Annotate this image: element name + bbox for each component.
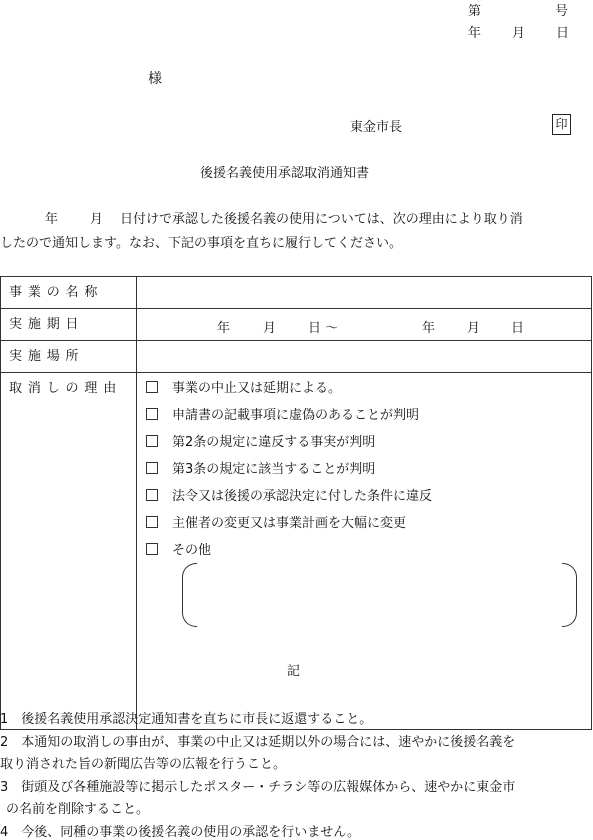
note-3-line1: 3 街頭及び各種施設等に掲示したポスター・チラシ等の広報媒体から、速やかに東金市 bbox=[0, 780, 516, 795]
table-row bbox=[1, 309, 592, 341]
reason-item: 主催者の変更又は事業計画を大幅に変更 bbox=[146, 508, 406, 539]
reason-item: 第2条の規定に違反する事実が判明 bbox=[146, 427, 375, 458]
table-row bbox=[1, 341, 592, 373]
note-3-line2: の名前を削除すること。 bbox=[6, 802, 150, 817]
reason-item: その他 bbox=[146, 535, 211, 566]
note-1: 1 後援名義使用承認決定通知書を直ちに市長に返還すること。 bbox=[0, 712, 373, 727]
intro-year: 年 bbox=[45, 212, 59, 227]
ki-heading: 記 bbox=[287, 664, 301, 679]
other-reason-bracket-left bbox=[182, 563, 197, 627]
date-from-month: 月 bbox=[263, 321, 277, 336]
note-2-line2: 取り消された旨の新聞広告等の広報を行うこと。 bbox=[0, 757, 287, 772]
date-from-year: 年 bbox=[217, 321, 231, 336]
intro-line2: したので通知します。なお、下記の事項を直ちに履行してください。 bbox=[0, 236, 402, 251]
reason-item: 第3条の規定に該当することが判明 bbox=[146, 454, 375, 485]
document-title: 後援名義使用承認取消通知書 bbox=[200, 166, 370, 181]
issuer: 東金市長 bbox=[350, 120, 403, 135]
intro-line1: 日付けで承認した後援名義の使用については、次の理由により取り消 bbox=[120, 212, 523, 227]
note-2-line1: 2 本通知の取消しの事由が、事業の中止又は延期以外の場合には、速やかに後援名義を bbox=[0, 735, 516, 750]
value-event-date bbox=[137, 309, 592, 341]
value-cancel-reason bbox=[137, 373, 592, 730]
checkbox[interactable] bbox=[146, 489, 158, 501]
checkbox[interactable] bbox=[146, 435, 158, 447]
reason-item: 申請書の記載事項に虚偽のあることが判明 bbox=[146, 400, 419, 431]
intro-month: 月 bbox=[90, 212, 104, 227]
date-to-day: 日 bbox=[511, 321, 525, 336]
label-event-place: 実施場所 bbox=[1, 341, 137, 373]
doc-number-dai: 第 bbox=[468, 4, 482, 19]
reason-item: 法令又は後援の承認決定に付した条件に違反 bbox=[146, 481, 432, 512]
date-from-day: 日 ～ bbox=[308, 321, 339, 336]
value-event-name bbox=[137, 277, 592, 309]
date-to-month: 月 bbox=[467, 321, 481, 336]
checkbox[interactable] bbox=[146, 381, 158, 393]
date-year: 年 bbox=[468, 26, 482, 41]
checkbox[interactable] bbox=[146, 516, 158, 528]
date-to-year: 年 bbox=[422, 321, 436, 336]
label-cancel-reason: 取消しの理由 bbox=[1, 373, 137, 730]
value-event-place bbox=[137, 341, 592, 373]
checkbox[interactable] bbox=[146, 462, 158, 474]
date-month: 月 bbox=[512, 26, 526, 41]
seal-stamp: 印 bbox=[552, 114, 571, 135]
label-event-date: 実施期日 bbox=[1, 309, 137, 341]
label-event-name: 事業の名称 bbox=[1, 277, 137, 309]
table-row bbox=[1, 277, 592, 309]
date-day: 日 bbox=[556, 26, 570, 41]
checkbox[interactable] bbox=[146, 543, 158, 555]
reason-item: 事業の中止又は延期による。 bbox=[146, 373, 341, 404]
doc-number-go: 号 bbox=[555, 4, 569, 19]
note-4: 4 今後、同種の事業の後援名義の使用の承認を行いません。 bbox=[0, 825, 361, 840]
addressee-suffix: 様 bbox=[148, 71, 162, 87]
checkbox[interactable] bbox=[146, 408, 158, 420]
other-reason-bracket-right bbox=[562, 563, 577, 627]
